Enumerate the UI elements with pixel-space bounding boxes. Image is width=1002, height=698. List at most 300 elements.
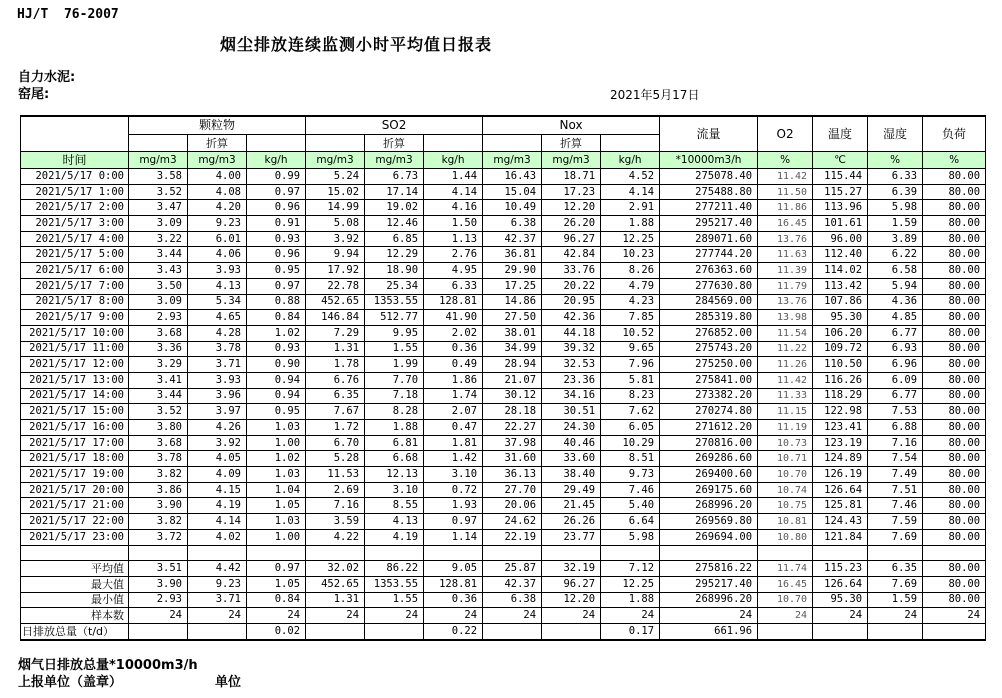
time-cell: 2021/5/17 13:00	[21, 372, 129, 388]
time-cell: 2021/5/17 7:00	[21, 278, 129, 294]
value-cell: 10.75	[758, 498, 813, 514]
value-cell: 38.40	[542, 467, 601, 483]
value-cell: 32.19	[542, 561, 601, 577]
value-cell: 6.33	[424, 278, 483, 294]
value-cell: 0.91	[247, 216, 306, 232]
hour-row	[21, 310, 986, 326]
value-cell: 32.53	[542, 357, 601, 373]
value-cell: 275743.20	[660, 341, 758, 357]
summary-label: 日排放总量（t/d）	[21, 623, 129, 639]
value-cell: 80.00	[923, 372, 986, 388]
value-cell: 271612.20	[660, 420, 758, 436]
value-cell: 24	[923, 608, 986, 624]
company-label: 自力水泥:	[18, 70, 76, 85]
value-cell: 121.84	[813, 529, 868, 545]
value-cell: 1353.55	[365, 576, 424, 592]
value-cell: 4.52	[601, 169, 660, 185]
value-cell: 1.81	[424, 435, 483, 451]
value-cell: 80.00	[923, 498, 986, 514]
value-cell: 27.70	[483, 482, 542, 498]
value-cell: 18.90	[365, 263, 424, 279]
value-cell: 9.23	[188, 576, 247, 592]
value-cell: 2.91	[601, 200, 660, 216]
value-cell: 80.00	[923, 451, 986, 467]
value-cell: 10.81	[758, 514, 813, 530]
value-cell: 285319.80	[660, 310, 758, 326]
value-cell: 7.46	[868, 498, 923, 514]
value-cell: 7.96	[601, 357, 660, 373]
value-cell: 122.98	[813, 404, 868, 420]
value-cell: 9.73	[601, 467, 660, 483]
value-cell: 11.53	[306, 467, 365, 483]
value-cell: 128.81	[424, 294, 483, 310]
value-cell: 116.26	[813, 372, 868, 388]
value-cell: 0.97	[247, 561, 306, 577]
value-cell: 4.65	[188, 310, 247, 326]
summary-label: 最大值	[21, 576, 129, 592]
value-cell: 42.84	[542, 247, 601, 263]
hour-row	[21, 482, 986, 498]
unit-header: ℃	[813, 152, 868, 169]
unit-header: mg/m3	[188, 152, 247, 169]
value-cell: 0.94	[247, 388, 306, 404]
value-cell	[483, 545, 542, 561]
value-cell: 0.36	[424, 341, 483, 357]
value-cell: 11.33	[758, 388, 813, 404]
value-cell: 3.10	[424, 467, 483, 483]
value-cell: 1.44	[424, 169, 483, 185]
value-cell: 0.96	[247, 247, 306, 263]
value-cell: 80.00	[923, 278, 986, 294]
value-cell: 268996.20	[660, 498, 758, 514]
value-cell: 5.40	[601, 498, 660, 514]
value-cell: 16.43	[483, 169, 542, 185]
value-cell	[923, 545, 986, 561]
value-cell: 1.00	[247, 435, 306, 451]
value-cell: 80.00	[923, 200, 986, 216]
value-cell: 24	[758, 608, 813, 624]
value-cell: 295217.40	[660, 576, 758, 592]
value-cell: 3.47	[129, 200, 188, 216]
value-cell: 3.93	[188, 372, 247, 388]
value-cell: 11.15	[758, 404, 813, 420]
value-cell: 5.08	[306, 216, 365, 232]
value-cell: 24	[247, 608, 306, 624]
empty-cell	[247, 135, 306, 152]
value-cell: 80.00	[923, 576, 986, 592]
col-header-flow: 流量	[660, 116, 758, 152]
value-cell: 80.00	[923, 294, 986, 310]
value-cell: 80.00	[923, 325, 986, 341]
value-cell: 3.89	[868, 231, 923, 247]
value-cell: 80.00	[923, 561, 986, 577]
unit-header: %	[923, 152, 986, 169]
value-cell: 110.50	[813, 357, 868, 373]
value-cell: 6.85	[365, 231, 424, 247]
value-cell	[601, 545, 660, 561]
value-cell: 10.73	[758, 435, 813, 451]
value-cell: 80.00	[923, 482, 986, 498]
time-cell: 2021/5/17 6:00	[21, 263, 129, 279]
time-cell: 2021/5/17 4:00	[21, 231, 129, 247]
value-cell: 0.49	[424, 357, 483, 373]
time-cell: 2021/5/17 17:00	[21, 435, 129, 451]
value-cell: 10.49	[483, 200, 542, 216]
value-cell: 1.88	[365, 420, 424, 436]
value-cell: 146.84	[306, 310, 365, 326]
value-cell: 6.38	[483, 216, 542, 232]
value-cell: 3.71	[188, 357, 247, 373]
value-cell: 0.88	[247, 294, 306, 310]
value-cell: 7.70	[365, 372, 424, 388]
value-cell	[758, 623, 813, 639]
value-cell: 12.29	[365, 247, 424, 263]
value-cell: 0.02	[247, 623, 306, 639]
value-cell: 24.62	[483, 514, 542, 530]
value-cell	[247, 545, 306, 561]
value-cell: 10.52	[601, 325, 660, 341]
value-cell: 3.51	[129, 561, 188, 577]
value-cell: 10.80	[758, 529, 813, 545]
value-cell	[813, 623, 868, 639]
value-cell: 0.97	[247, 184, 306, 200]
summary-label: 平均值	[21, 561, 129, 577]
value-cell: 12.13	[365, 467, 424, 483]
value-cell: 80.00	[923, 169, 986, 185]
time-cell: 2021/5/17 11:00	[21, 341, 129, 357]
group-header-particulate: 颗粒物	[129, 116, 306, 135]
value-cell: 32.02	[306, 561, 365, 577]
value-cell: 1.59	[868, 592, 923, 608]
value-cell: 4.09	[188, 467, 247, 483]
value-cell: 512.77	[365, 310, 424, 326]
value-cell: 6.33	[868, 169, 923, 185]
value-cell: 275841.00	[660, 372, 758, 388]
value-cell: 3.09	[129, 294, 188, 310]
unit-header: mg/m3	[129, 152, 188, 169]
value-cell: 10.23	[601, 247, 660, 263]
value-cell: 15.04	[483, 184, 542, 200]
value-cell: 80.00	[923, 467, 986, 483]
value-cell: 10.29	[601, 435, 660, 451]
value-cell: 80.00	[923, 529, 986, 545]
time-cell: 2021/5/17 2:00	[21, 200, 129, 216]
value-cell: 80.00	[923, 357, 986, 373]
value-cell: 7.49	[868, 467, 923, 483]
value-cell	[129, 623, 188, 639]
value-cell: 113.42	[813, 278, 868, 294]
value-cell: 276363.60	[660, 263, 758, 279]
value-cell: 6.73	[365, 169, 424, 185]
unit-label: 单位	[215, 675, 242, 690]
value-cell: 1.55	[365, 341, 424, 357]
value-cell: 7.85	[601, 310, 660, 326]
hour-row	[21, 498, 986, 514]
hour-row	[21, 357, 986, 373]
value-cell: 24	[868, 608, 923, 624]
summary-row	[21, 608, 986, 624]
value-cell: 26.26	[542, 514, 601, 530]
value-cell: 3.36	[129, 341, 188, 357]
converted-header-particulate: 折算	[188, 135, 247, 152]
value-cell: 23.36	[542, 372, 601, 388]
value-cell: 2.02	[424, 325, 483, 341]
value-cell: 29.90	[483, 263, 542, 279]
value-cell: 96.27	[542, 576, 601, 592]
summary-row	[21, 592, 986, 608]
value-cell: 7.62	[601, 404, 660, 420]
value-cell: 1.13	[424, 231, 483, 247]
value-cell: 14.99	[306, 200, 365, 216]
value-cell: 14.86	[483, 294, 542, 310]
value-cell: 6.39	[868, 184, 923, 200]
value-cell: 4.28	[188, 325, 247, 341]
value-cell: 80.00	[923, 216, 986, 232]
col-header-temperature: 温度	[813, 116, 868, 152]
time-cell: 2021/5/17 1:00	[21, 184, 129, 200]
value-cell: 4.19	[188, 498, 247, 514]
value-cell	[424, 545, 483, 561]
value-cell	[542, 545, 601, 561]
value-cell: 661.96	[660, 623, 758, 639]
value-cell: 22.19	[483, 529, 542, 545]
value-cell: 1.42	[424, 451, 483, 467]
value-cell: 36.81	[483, 247, 542, 263]
hour-row	[21, 451, 986, 467]
value-cell: 6.68	[365, 451, 424, 467]
hour-row	[21, 247, 986, 263]
value-cell: 42.37	[483, 576, 542, 592]
value-cell: 11.42	[758, 372, 813, 388]
time-cell: 2021/5/17 23:00	[21, 529, 129, 545]
value-cell: 0.97	[424, 514, 483, 530]
value-cell: 4.15	[188, 482, 247, 498]
value-cell: 12.20	[542, 592, 601, 608]
value-cell: 80.00	[923, 341, 986, 357]
value-cell: 3.52	[129, 404, 188, 420]
station-label: 窑尾:	[18, 87, 50, 102]
value-cell: 9.65	[601, 341, 660, 357]
value-cell: 0.95	[247, 263, 306, 279]
hour-row	[21, 169, 986, 185]
value-cell	[923, 623, 986, 639]
value-cell: 1.78	[306, 357, 365, 373]
value-cell: 12.25	[601, 231, 660, 247]
value-cell: 13.76	[758, 294, 813, 310]
value-cell: 275488.80	[660, 184, 758, 200]
col-header-humidity: 湿度	[868, 116, 923, 152]
value-cell: 13.98	[758, 310, 813, 326]
value-cell: 2.69	[306, 482, 365, 498]
value-cell: 0.97	[247, 278, 306, 294]
value-cell	[868, 545, 923, 561]
value-cell: 1.03	[247, 467, 306, 483]
unit-header: %	[868, 152, 923, 169]
value-cell: 80.00	[923, 435, 986, 451]
value-cell: 24	[542, 608, 601, 624]
value-cell: 44.18	[542, 325, 601, 341]
value-cell: 80.00	[923, 514, 986, 530]
value-cell: 11.22	[758, 341, 813, 357]
value-cell: 284569.00	[660, 294, 758, 310]
value-cell: 0.72	[424, 482, 483, 498]
value-cell: 27.50	[483, 310, 542, 326]
value-cell: 0.84	[247, 592, 306, 608]
value-cell: 4.20	[188, 200, 247, 216]
value-cell: 6.01	[188, 231, 247, 247]
hour-row	[21, 420, 986, 436]
value-cell: 10.71	[758, 451, 813, 467]
value-cell: 20.06	[483, 498, 542, 514]
value-cell: 1.59	[868, 216, 923, 232]
value-cell: 2.76	[424, 247, 483, 263]
value-cell: 80.00	[923, 420, 986, 436]
value-cell: 80.00	[923, 263, 986, 279]
value-cell: 11.19	[758, 420, 813, 436]
value-cell: 9.95	[365, 325, 424, 341]
value-cell: 24	[483, 608, 542, 624]
value-cell: 6.96	[868, 357, 923, 373]
value-cell: 6.88	[868, 420, 923, 436]
value-cell: 1.88	[601, 592, 660, 608]
value-cell: 1.05	[247, 576, 306, 592]
value-cell: 8.55	[365, 498, 424, 514]
value-cell: 289071.60	[660, 231, 758, 247]
value-cell: 6.22	[868, 247, 923, 263]
value-cell: 1.14	[424, 529, 483, 545]
value-cell: 0.22	[424, 623, 483, 639]
value-cell: 1.04	[247, 482, 306, 498]
value-cell: 8.26	[601, 263, 660, 279]
time-cell: 2021/5/17 20:00	[21, 482, 129, 498]
value-cell: 28.94	[483, 357, 542, 373]
value-cell: 114.02	[813, 263, 868, 279]
value-cell: 20.95	[542, 294, 601, 310]
value-cell: 275078.40	[660, 169, 758, 185]
table-body	[21, 169, 986, 640]
hour-row	[21, 435, 986, 451]
value-cell: 5.24	[306, 169, 365, 185]
value-cell: 124.43	[813, 514, 868, 530]
unit-header: mg/m3	[365, 152, 424, 169]
value-cell: 4.95	[424, 263, 483, 279]
value-cell: 3.43	[129, 263, 188, 279]
converted-header-so2: 折算	[365, 135, 424, 152]
value-cell: 17.25	[483, 278, 542, 294]
value-cell: 96.00	[813, 231, 868, 247]
hour-row	[21, 200, 986, 216]
value-cell: 3.80	[129, 420, 188, 436]
flue-gas-daily-total-label: 烟气日排放总量*10000m3/h	[18, 658, 198, 673]
unit-header: *10000m3/h	[660, 152, 758, 169]
time-cell: 2021/5/17 14:00	[21, 388, 129, 404]
value-cell: 95.30	[813, 310, 868, 326]
value-cell: 3.44	[129, 388, 188, 404]
value-cell: 6.64	[601, 514, 660, 530]
hour-row	[21, 216, 986, 232]
empty-cell	[483, 135, 542, 152]
value-cell: 24	[306, 608, 365, 624]
value-cell: 4.13	[188, 278, 247, 294]
value-cell: 101.61	[813, 216, 868, 232]
time-header: 时间	[21, 152, 129, 169]
value-cell: 25.34	[365, 278, 424, 294]
hour-row	[21, 388, 986, 404]
value-cell: 3.22	[129, 231, 188, 247]
value-cell	[758, 545, 813, 561]
value-cell: 1.88	[601, 216, 660, 232]
value-cell: 3.41	[129, 372, 188, 388]
value-cell: 36.13	[483, 467, 542, 483]
value-cell: 3.58	[129, 169, 188, 185]
value-cell: 270274.80	[660, 404, 758, 420]
value-cell: 7.18	[365, 388, 424, 404]
value-cell: 11.42	[758, 169, 813, 185]
row-label	[21, 545, 129, 561]
time-cell: 2021/5/17 15:00	[21, 404, 129, 420]
value-cell: 125.81	[813, 498, 868, 514]
value-cell	[129, 545, 188, 561]
value-cell: 17.92	[306, 263, 365, 279]
value-cell: 95.30	[813, 592, 868, 608]
value-cell: 10.70	[758, 467, 813, 483]
value-cell: 80.00	[923, 592, 986, 608]
value-cell: 4.08	[188, 184, 247, 200]
spacer-row	[21, 545, 986, 561]
value-cell: 11.79	[758, 278, 813, 294]
hour-row	[21, 372, 986, 388]
value-cell: 277630.80	[660, 278, 758, 294]
value-cell: 0.90	[247, 357, 306, 373]
value-cell: 11.74	[758, 561, 813, 577]
value-cell: 3.71	[188, 592, 247, 608]
value-cell: 16.45	[758, 576, 813, 592]
value-cell: 86.22	[365, 561, 424, 577]
value-cell: 3.82	[129, 514, 188, 530]
value-cell: 1.50	[424, 216, 483, 232]
report-date: 2021年5月17日	[610, 88, 700, 102]
value-cell	[813, 545, 868, 561]
value-cell: 1353.55	[365, 294, 424, 310]
time-cell: 2021/5/17 21:00	[21, 498, 129, 514]
time-header-spacer	[21, 116, 129, 152]
value-cell: 31.60	[483, 451, 542, 467]
empty-cell	[129, 135, 188, 152]
empty-cell	[601, 135, 660, 152]
summary-row	[21, 561, 986, 577]
converted-header-nox: 折算	[542, 135, 601, 152]
summary-row	[21, 623, 986, 639]
value-cell: 275816.22	[660, 561, 758, 577]
value-cell: 15.02	[306, 184, 365, 200]
value-cell: 1.03	[247, 420, 306, 436]
unit-header: mg/m3	[483, 152, 542, 169]
value-cell: 4.42	[188, 561, 247, 577]
value-cell: 8.23	[601, 388, 660, 404]
value-cell: 0.94	[247, 372, 306, 388]
value-cell: 126.64	[813, 482, 868, 498]
value-cell: 7.69	[868, 576, 923, 592]
value-cell: 24	[365, 608, 424, 624]
value-cell: 1.55	[365, 592, 424, 608]
value-cell: 6.77	[868, 325, 923, 341]
value-cell: 30.12	[483, 388, 542, 404]
value-cell: 96.27	[542, 231, 601, 247]
value-cell: 4.14	[601, 184, 660, 200]
value-cell: 4.00	[188, 169, 247, 185]
value-cell: 11.50	[758, 184, 813, 200]
value-cell: 2.93	[129, 310, 188, 326]
